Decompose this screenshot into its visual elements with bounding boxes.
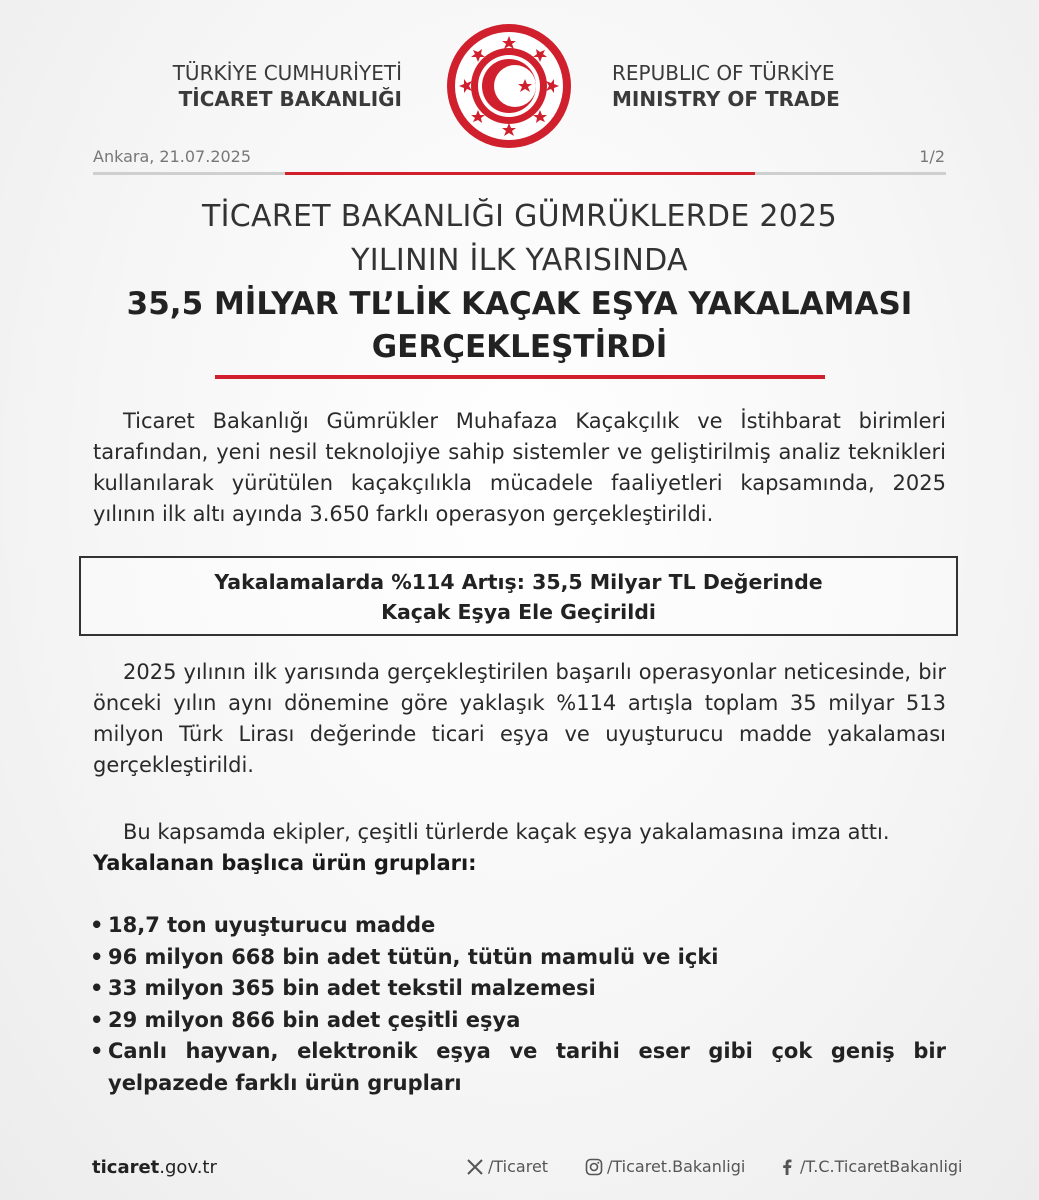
bullet-icon: •	[90, 913, 104, 937]
headline-line-2: YILININ İLK YARISINDA	[351, 243, 688, 278]
intro-paragraph: Ticaret Bakanlığı Gümrükler Muhafaza Kaçakçılık ve İstihbarat birimleri tarafından, yeni nesil teknolojiye sahip sistemler ve geliştirilmiş analiz teknikleri kullanılarak yürütülen kaçakçılıkla mücadele faaliyetleri kapsamında, 2025 yılının ilk altı ayında 3.650 farklı operasyon gerçekleştirildi.	[93, 409, 946, 526]
headline-line-4: GERÇEKLEŞTİRDİ	[371, 329, 668, 365]
instagram-link[interactable]	[585, 1157, 745, 1176]
x-logo-icon	[466, 1158, 484, 1176]
list-item: • 29 milyon 866 bin adet çeşitli eşya	[90, 1005, 946, 1037]
headline-light	[60, 195, 979, 283]
bullet-icon: •	[90, 1039, 104, 1063]
header-right	[612, 60, 912, 112]
headline-line-3: 35,5 MİLYAR TL’LİK KAÇAK EŞYA YAKALAMASI	[126, 286, 913, 322]
header-country-en: REPUBLIC OF TÜRKİYE	[612, 61, 835, 85]
header-left	[120, 60, 402, 112]
headline-underline	[215, 375, 825, 379]
bullet-icon: •	[90, 1007, 104, 1032]
facebook-handle: /T.C.TicaretBakanligi	[800, 1157, 963, 1176]
press-date: Ankara, 21.07.2025	[93, 147, 252, 166]
header-ministry-en: MINISTRY OF TRADE	[612, 87, 840, 111]
instagram-icon	[585, 1158, 603, 1176]
highlight-box	[79, 556, 958, 636]
list-item: • 18,7 ton uyuşturucu madde	[90, 910, 946, 942]
results-paragraph: 2025 yılının ilk yarısında gerçekleştirilen başarılı operasyonlar neticesinde, bir önceki yılın aynı dönemine göre yaklaşık %114 artışla toplam 35 milyar 513 milyon Türk Lirası değerinde ticari eşya ve uyuşturucu madde yakalaması gerçekleştirildi.	[93, 660, 946, 777]
list-item: • 96 milyon 668 bin adet tütün, tütün mamulü ve içki	[90, 942, 946, 974]
list-item: • 33 milyon 365 bin adet tekstil malzemesi	[90, 973, 946, 1005]
divider-accent	[285, 172, 755, 175]
product-group-list	[90, 910, 946, 1099]
list-heading: Yakalanan başlıca ürün grupları:	[93, 851, 477, 875]
header-ministry-tr: TİCARET BAKANLIĞI	[178, 87, 402, 111]
scope-paragraph: Bu kapsamda ekipler, çeşitli türlerde kaçak eşya yakalamasına imza attı.	[123, 820, 890, 844]
bullet-icon: •	[90, 944, 104, 969]
list-item: • Canlı hayvan, elektronik eşya ve tarihi eser gibi çok geniş bir yelpazede farklı ürün grupları	[90, 1036, 946, 1099]
highlight-line-2: Kaçak Eşya Ele Geçirildi	[381, 600, 656, 624]
bullet-icon: •	[90, 976, 104, 1000]
page-number: 1/2	[919, 147, 945, 166]
ministry-emblem-icon	[443, 20, 575, 152]
headline-line-1: TİCARET BAKANLIĞI GÜMRÜKLERDE 2025	[202, 199, 837, 234]
facebook-link[interactable]	[778, 1157, 962, 1176]
x-handle: /Ticaret	[488, 1157, 549, 1176]
headline-bold	[40, 283, 999, 369]
instagram-handle: /Ticaret.Bakanligi	[607, 1157, 746, 1176]
facebook-icon	[778, 1158, 796, 1176]
x-link[interactable]	[466, 1157, 548, 1176]
header-country-tr: TÜRKİYE CUMHURİYETİ	[172, 61, 402, 85]
highlight-line-1: Yakalamalarda %114 Artış: 35,5 Milyar TL Değerinde	[214, 570, 823, 594]
website-link[interactable]: ticaret.gov.tr	[92, 1157, 217, 1178]
